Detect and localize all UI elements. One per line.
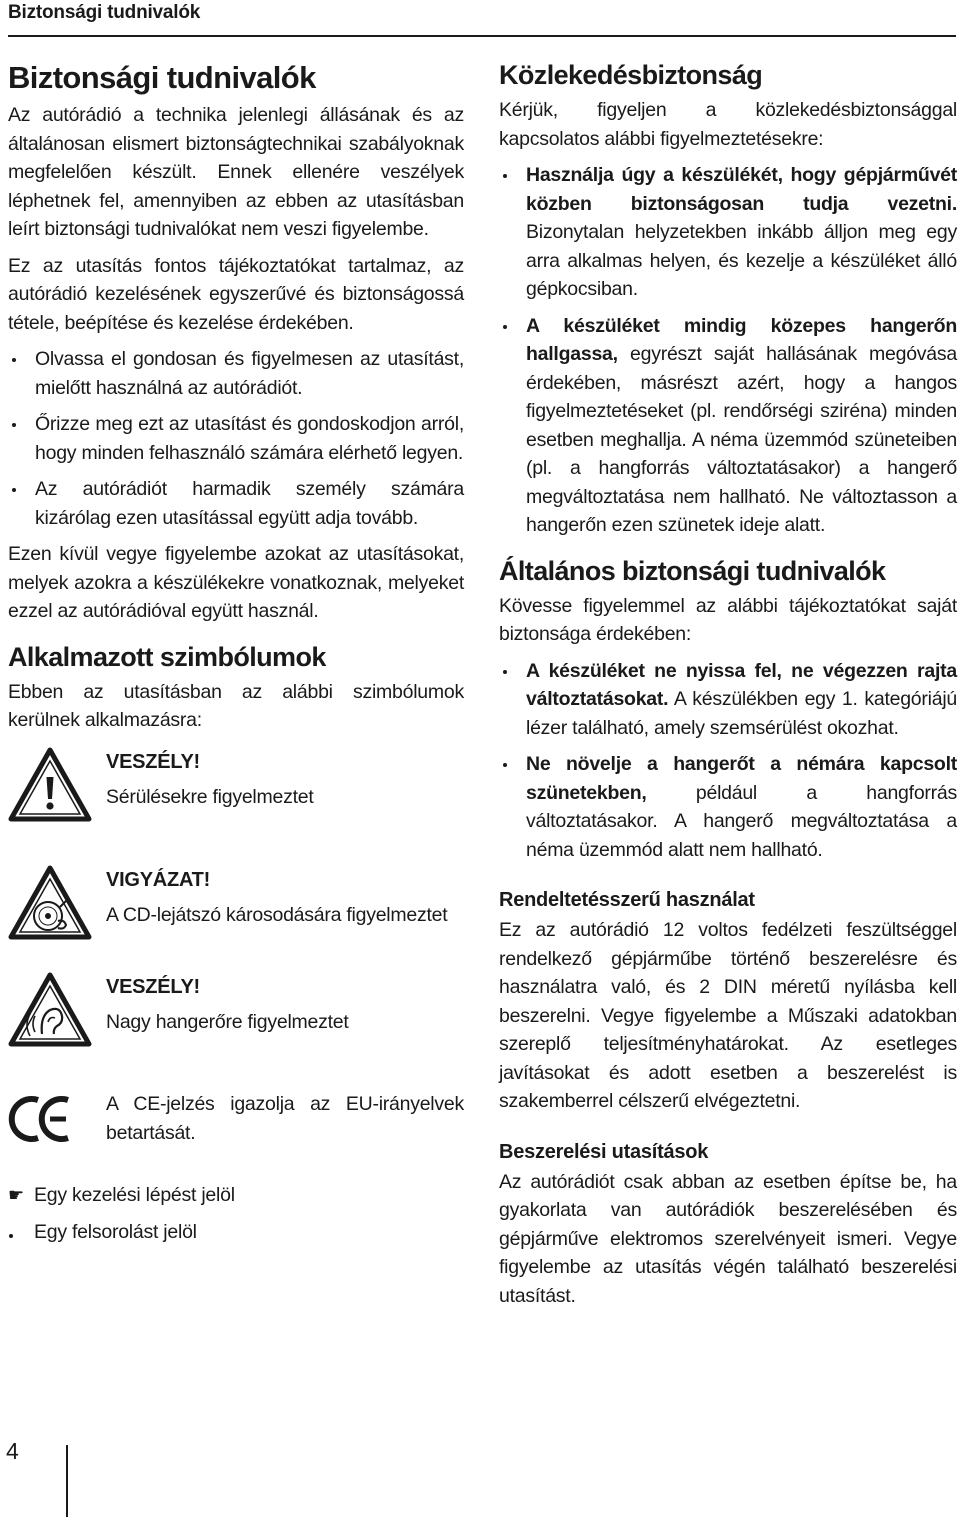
list-item: Olvassa el gondosan és figyelmesen az utasítást, mielőtt használná az autórádiót. xyxy=(8,345,464,402)
bold-lead: Használja úgy a készülékét, hogy gépjárművét közben biztonságosan tudja vezetni. xyxy=(526,164,957,215)
bold-lead: A készüléket ne nyissa fel, ne végezzen rajta változtatásokat. xyxy=(526,659,957,710)
pointing-hand-icon: ☛ xyxy=(8,1184,24,1205)
bold-lead: Ne növelje a hangerőt a némára kapcsolt szünetekben, xyxy=(526,753,957,804)
general-list xyxy=(499,657,957,865)
symbol-volume-danger-row xyxy=(8,972,464,1057)
page-title: Biztonsági tudnivalók xyxy=(8,60,316,95)
symbol-title: VESZÉLY! xyxy=(106,750,200,773)
symbols-intro: Ebben az utasításban az alábbi szimbólumok kerülnek alkalmazásra: xyxy=(8,680,464,731)
running-header-title: Biztonsági tudnivalók xyxy=(8,2,201,23)
traffic-safety-heading: Közlekedésbiztonság xyxy=(499,60,763,90)
symbol-description: Sérülésekre figyelmeztet xyxy=(106,785,314,808)
list-item xyxy=(499,312,957,540)
traffic-intro: Kérjük, figyeljen a közlekedésbiztonsággal kapcsolatos alábbi figyelmeztetésekre: xyxy=(499,99,957,150)
ce-mark-icon xyxy=(8,1094,106,1153)
general-safety-heading: Általános biztonsági tudnivalók xyxy=(499,555,886,586)
symbol-caution-row xyxy=(8,865,464,950)
symbol-description: A CE-jelzés igazolja az EU-irányelvek betartását. xyxy=(106,1093,464,1144)
legend-text: Egy kezelési lépést jelöl xyxy=(34,1183,235,1206)
list-item: Őrizze meg ezt az utasítást és gondoskodjon arról, hogy minden felhasználó számára elérhető legyen. xyxy=(8,410,464,467)
list-item: Az autórádiót harmadik személy számára kizárólag ezen utasítással együtt adja tovább. xyxy=(8,475,464,532)
additional-paragraph: Ezen kívül vegye figyelembe azokat az utasításokat, melyek azokra a készülékekre vonatkoznak, melyeket ezzel az autórádióval együtt használ. xyxy=(8,543,464,622)
footer-rule xyxy=(66,1445,68,1517)
item-text: például a hangforrás változtatásakor. A hangerő megváltoztatása a néma üzemmód alatt nem hallható. xyxy=(526,781,957,861)
symbol-danger-row xyxy=(8,747,464,832)
intended-use-heading: Rendeltetésszerű használat xyxy=(499,889,755,911)
cd-warning-icon xyxy=(8,865,106,950)
general-intro: Kövesse figyelemmel az alábbi tájékoztatókat saját biztonsága érdekében: xyxy=(499,594,957,645)
installation-heading: Beszerelési utasítások xyxy=(499,1140,709,1163)
symbols-heading: Alkalmazott szimbólumok xyxy=(8,641,326,672)
left-column xyxy=(8,52,464,1251)
symbol-title: VESZÉLY! xyxy=(106,975,200,998)
intended-use-text: Ez az autórádió 12 voltos fedélzeti feszültséggel rendelkező gépjárműbe történő beszerelésre és használatra való, és 2 DIN méretű nyílásba kell beszerelni. Vegye figyelembe a Műszaki adatokban szereplő teljesítményhatárokat. Az esetleges javításokat és adott esetben a beszerelést is szakemberrel célszerű elvégeztetni. xyxy=(499,919,957,1112)
instruction-list xyxy=(8,345,464,532)
symbol-ce-row xyxy=(8,1094,464,1153)
legend-item xyxy=(8,1214,464,1251)
traffic-list xyxy=(499,161,957,540)
symbol-description: Nagy hangerőre figyelmeztet xyxy=(106,1010,349,1033)
list-item xyxy=(499,657,957,743)
legend xyxy=(8,1177,464,1251)
installation-text: Az autórádiót csak abban az esetben építse be, ha gyakorlata van autórádiók beszerelésében és gépjárműve elektromos szerelvényeit ismeri. Vegye figyelembe az utasítás végén található beszerelési utasítást. xyxy=(499,1170,957,1307)
header-rule xyxy=(8,35,956,37)
list-item xyxy=(499,161,957,304)
warning-exclamation-icon xyxy=(8,747,106,832)
hearing-warning-icon xyxy=(8,972,106,1057)
right-column xyxy=(499,52,957,1318)
item-text: Bizonytalan helyzetekben inkább álljon meg egy arra alkalmas helyen, és kezelje a készüléket álló gépkocsiban. xyxy=(526,221,957,300)
item-text: egyrészt saját hallásának megóvása érdekében, másrészt azért, hogy a hangos figyelmeztetéseket (pl. rendőrségi sziréna) minden esetben meghallja. A néma üzemmód szüneteiben (pl. a hangforrás változtatásakor) a hangerő megváltoztatása nem hallható. Ne változtasson a hangerőn ezen szünetek ideje alatt. xyxy=(526,343,957,536)
list-item xyxy=(499,750,957,864)
bold-lead: A készüléket mindig közepes hangerőn hallgassa, xyxy=(526,314,957,365)
intro-paragraph: Az autórádió a technika jelenlegi állásának és az általánosan elismert biztonságtechnikai szabályoknak megfelelően készült. Ennek ellenére veszélyek léphetnek fel, amennyiben az ebben az utasításban leírt biztonsági tudnivalókat nem veszi figyelembe. xyxy=(8,104,464,240)
info-paragraph: Ez az utasítás fontos tájékoztatókat tartalmaz, az autórádió kezelésének egyszerűvé és biztonságossá tétele, beépítése és kezelése érdekében. xyxy=(8,254,464,334)
symbol-title: VIGYÁZAT! xyxy=(106,869,211,891)
bullet-dot-icon xyxy=(8,1218,34,1247)
symbol-description: A CD-lejátszó károsodására figyelmeztet xyxy=(106,904,448,926)
legend-text: Egy felsorolást jelöl xyxy=(34,1220,197,1243)
item-text: A készülékben egy 1. kategóriájú lézer található, amely szemsérülést okozhat. xyxy=(526,688,957,739)
legend-item xyxy=(8,1177,464,1214)
page-number: 4 xyxy=(6,1438,19,1464)
